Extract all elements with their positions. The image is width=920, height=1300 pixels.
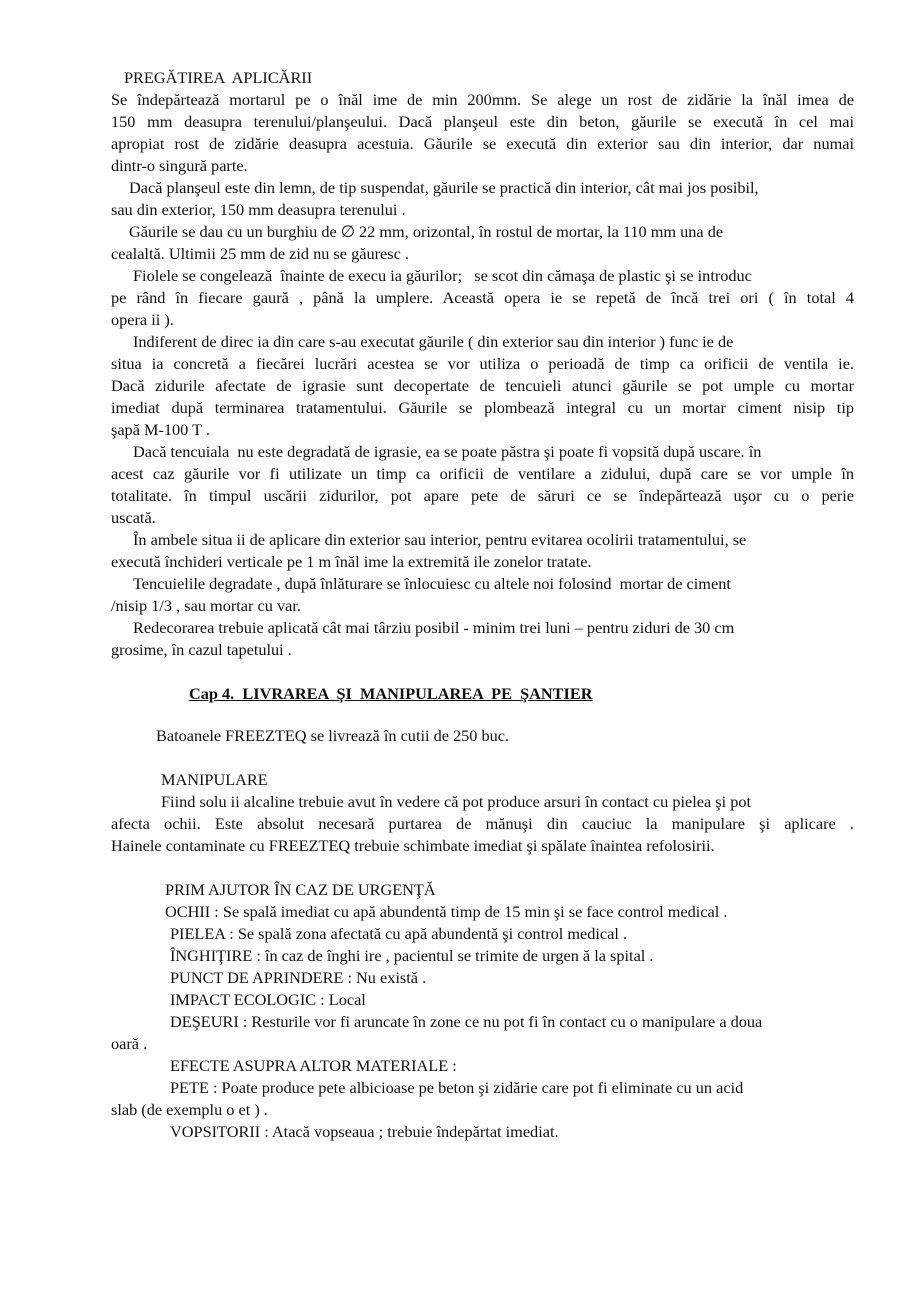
first-aid-item: OCHII : Se spală imediat cu apă abundentă timp de 15 min şi se face control medical . <box>165 902 728 921</box>
paragraph-line: Tencuielile degradate , după înlăturare se înlocuiesc cu altele noi folosind mortar de ciment <box>133 574 731 593</box>
paragraph-line: sau din exterior, 150 mm deasupra terenului . <box>111 200 406 219</box>
paragraph-line: dintr-o singură parte. <box>111 156 248 175</box>
paragraph-line: execută închideri verticale pe 1 m înăl ime la extremită ile zonelor tratate. <box>111 552 592 571</box>
first-aid-item: PUNCT DE APRINDERE : Nu există . <box>170 968 427 987</box>
effects-item: VOPSITORII : Atacă vopseaua ; trebuie îndepărtat imediat. <box>170 1122 559 1141</box>
paragraph-line: slab (de exemplu o et ) . <box>111 1100 268 1119</box>
first-aid-item: DEŞEURI : Resturile vor fi aruncate în zone ce nu pot fi în contact cu o manipulare a doua <box>170 1012 763 1031</box>
paragraph-line: Fiind solu ii alcaline trebuie avut în vedere că pot produce arsuri în contact cu pielea şi pot <box>161 792 751 811</box>
paragraph-line: Batoanele FREEZTEQ se livrează în cutii de 250 buc. <box>156 726 510 745</box>
paragraph-line: grosime, în cazul tapetului . <box>111 640 292 659</box>
effects-item: PETE : Poate produce pete albicioase pe beton şi zidărie care pot fi eliminate cu un acid <box>170 1078 744 1097</box>
paragraph-line: Redecorarea trebuie aplicată cât mai târziu posibil - minim trei luni – pentru ziduri de 30 cm <box>133 618 735 637</box>
section-title-handling: MANIPULARE <box>161 770 268 789</box>
paragraph-line: Indiferent de direc ia din care s-au executat găurile ( din exterior sau din interior ) func ie de <box>133 332 734 351</box>
section-title-first-aid: PRIM AJUTOR ÎN CAZ DE URGENŢĂ <box>165 880 436 899</box>
paragraph-line: acest caz găurile vor fi utilizate un timp ca orificii de ventilare a zidului, după care se vor umple în <box>111 464 854 483</box>
first-aid-item: ÎNGHIŢIRE : în caz de înghi ire , pacientul se trimite de urgen ă la spital . <box>170 946 654 965</box>
paragraph-line: imediat după terminarea tratamentului. Găurile se plombează integral cu un mortar ciment nisip tip <box>111 398 854 417</box>
paragraph-line: 150 mm deasupra terenului/planşeului. Dacă planşeul este din beton, găurile se execută în cel mai <box>111 112 854 131</box>
paragraph-line: şapă M-100 T . <box>111 420 210 439</box>
paragraph-line: oară . <box>111 1034 148 1053</box>
paragraph-line: situa ia concretă a fiecărei lucrări acestea se vor utiliza o perioadă de timp ca orificii de ventila ie. <box>111 354 854 373</box>
paragraph-line: /nisip 1/3 , sau mortar cu var. <box>111 596 301 615</box>
paragraph-line: apropiat rost de zidărie deasupra acestuia. Găurile se execută din exterior sau din interior, dar numai <box>111 134 854 153</box>
paragraph-line: totalitate. în timpul uscării zidurilor, pot apare pete de săruri ce se îndepărtează uşor cu o perie <box>111 486 854 505</box>
paragraph-line: Hainele contaminate cu FREEZTEQ trebuie schimbate imediat şi spălate înaintea refolosirii. <box>111 836 715 855</box>
paragraph-line: pe rând în fiecare gaură , până la umplere. Această opera ie se repetă de încă trei ori ( în total 4 <box>111 288 854 307</box>
paragraph-line: uscată. <box>111 508 156 527</box>
section-title-effects: EFECTE ASUPRA ALTOR MATERIALE : <box>170 1056 457 1075</box>
paragraph-line: În ambele situa ii de aplicare din exterior sau interior, pentru evitarea ocolirii tratamentului, se <box>133 530 747 549</box>
paragraph-line: Fiolele se congelează înainte de execu ia găurilor; se scot din cămaşa de plastic şi se introduc <box>133 266 752 285</box>
paragraph-line: afecta ochii. Este absolut necesară purtarea de mănuşi din cauciuc la manipulare şi aplicare . <box>111 814 854 833</box>
paragraph-line: cealaltă. Ultimii 25 mm de zid nu se găuresc . <box>111 244 409 263</box>
first-aid-item: PIELEA : Se spală zona afectată cu apă abundentă şi control medical . <box>170 924 628 943</box>
paragraph-line: Găurile se dau cu un burghiu de ∅ 22 mm, orizontal, în rostul de mortar, la 110 mm una de <box>129 222 724 241</box>
paragraph-line: Dacă tencuiala nu este degradată de igrasie, ea se poate păstra şi poate fi vopsită după uscare. în <box>133 442 762 461</box>
chapter-heading: Cap 4. LIVRAREA ŞI MANIPULAREA PE ŞANTIER <box>189 684 593 703</box>
paragraph-line: opera ii ). <box>111 310 174 329</box>
paragraph-line: Dacă planşeul este din lemn, de tip suspendat, găurile se practică din interior, cât mai jos posibil, <box>129 178 759 197</box>
paragraph-line: Se îndepărtează mortarul pe o înăl ime de min 200mm. Se alege un rost de zidărie la înăl imea de <box>111 90 854 109</box>
section-title-application-prep: PREGĂTIREA APLICĂRII <box>124 68 313 87</box>
paragraph-line: Dacă zidurile afectate de igrasie sunt decopertate de tencuieli atunci găurile se pot umple cu mortar <box>111 376 854 395</box>
first-aid-item: IMPACT ECOLOGIC : Local <box>170 990 366 1009</box>
